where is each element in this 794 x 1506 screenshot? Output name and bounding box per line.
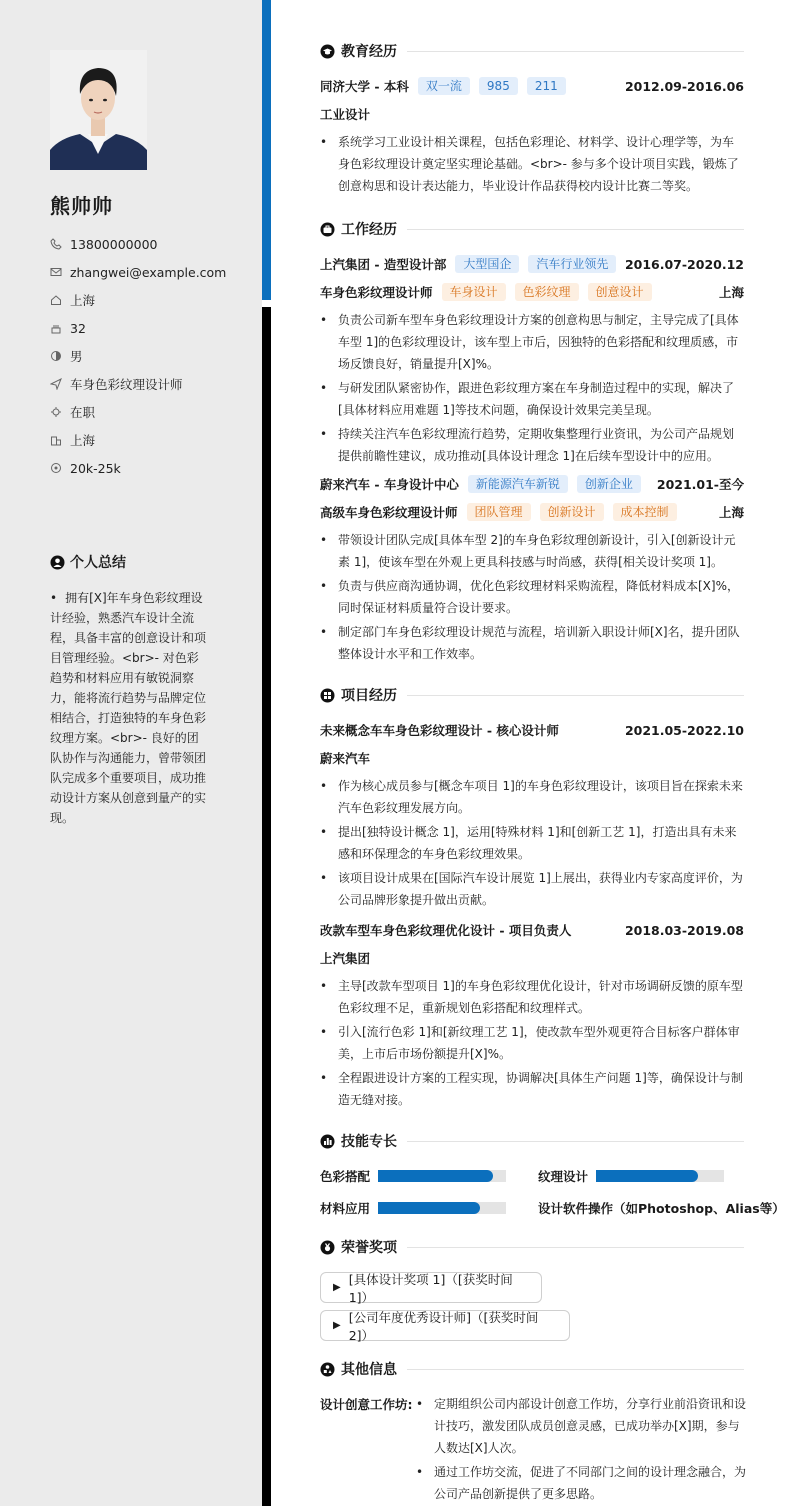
skill-bar-fill: [378, 1202, 480, 1214]
skill-name: 色彩搭配: [320, 1169, 371, 1184]
education-tag: 双一流: [418, 77, 470, 95]
section-rule: [407, 1247, 744, 1248]
status-icon: [50, 406, 62, 418]
job-2-company-tag: 创新企业: [577, 475, 641, 493]
skill-bar-fill: [596, 1170, 698, 1182]
triangle-right-icon: ▶: [333, 1320, 341, 1331]
summary-text: • 拥有[X]年车身色彩纹理设计经验，熟悉汽车设计全流程，具备丰富的创意设计和项目管理经验。<br>- 对色彩趋势和材料应用有敏锐洞察力，能将流行趋势与品牌定位相结合，打造独特的车身色彩纹理方案。<br>- 良好的团队协作与沟通能力，曾带领团队完成多个重要项目，成功推动设计方案从创意到量产的实现。: [50, 591, 207, 825]
section-rule: [407, 1369, 744, 1370]
other-label: 设计创意工作坊:: [320, 1397, 413, 1412]
education-tag: 985: [479, 77, 518, 95]
list-item: • 系统学习工业设计相关课程，包括色彩理论、材料学、设计心理学等，为车身色彩纹理设计奠定坚实理论基础。<br>- 参与多个设计项目实践，锻炼了创意构思和设计表达能力，毕业设计作品获得校内设计比赛二等奖。: [320, 131, 744, 197]
project-2-org: 上汽集团: [320, 951, 371, 966]
list-item: • 引入[流行色彩 1]和[新纹理工艺 1]，使改款车型外观更符合目标客户群体审美，上市后市场份额提升[X]%。: [320, 1021, 744, 1065]
divider-bar: [262, 307, 271, 1506]
skill-bar-track: [378, 1170, 506, 1182]
job-2-city: 上海: [718, 505, 744, 520]
info-phone: [50, 230, 226, 258]
list-item: • 通过工作坊交流，促进了不同部门之间的设计理念融合，为公司产品创新提供了更多思路。: [416, 1461, 746, 1505]
job-2-role: 高级车身色彩纹理设计师: [320, 505, 458, 520]
section-rule: [407, 51, 744, 52]
list-item: • 与研发团队紧密协作，跟进色彩纹理方案在车身制造过程中的实现，解决了[具体材料应用难题 1]等技术问题，确保设计效果完美呈现。: [320, 377, 744, 421]
project-1-org: 蔚来汽车: [320, 751, 371, 766]
job-2-role-tag: 团队管理: [467, 503, 531, 521]
project-2-org-row: [320, 949, 744, 967]
project-1-org-row: [320, 749, 744, 767]
job-1-role-tag: 创意设计: [588, 283, 652, 301]
award-item[interactable]: [320, 1272, 542, 1303]
info-status-text: 在职: [70, 405, 96, 420]
info-phone-text: 13800000000: [70, 236, 158, 252]
skill-item: [320, 1199, 506, 1217]
accent-bar: [262, 0, 271, 300]
education-title: 教育经历: [341, 44, 397, 60]
skill-name: 设计软件操作（如Photoshop、Alias等）: [538, 1201, 785, 1216]
info-home: [50, 286, 226, 314]
list-item: • 作为核心成员参与[概念车项目 1]的车身色彩纹理设计，该项目旨在探索未来汽车色彩纹理发展方向。: [320, 775, 744, 819]
job-1-company: 上汽集团 - 造型设计部: [320, 257, 447, 272]
project-1-bullets: [320, 775, 744, 911]
award-text: [公司年度优秀设计师]（[获奖时间 2]）: [348, 1309, 539, 1343]
list-item: • 该项目设计成果在[国际汽车设计展览 1]上展出，获得业内专家高度评价，为公司品牌形象提升做出贡献。: [320, 867, 744, 911]
list-item: • 提出[独特设计概念 1]，运用[特殊材料 1]和[创新工艺 1]，打造出具有未来感和环保理念的车身色彩纹理效果。: [320, 821, 744, 865]
project-2-row: [320, 921, 744, 939]
award-text: [具体设计奖项 1]（[获奖时间 1]）: [348, 1271, 513, 1305]
job-1-bullets: [320, 309, 744, 467]
job-1-company-tag: 大型国企: [455, 255, 519, 273]
summary-title: 个人总结: [70, 555, 126, 571]
education-row: [320, 77, 744, 95]
job-2-role-tag: 创新设计: [540, 503, 604, 521]
contact-info-list: [50, 230, 226, 482]
job-1-role: 车身色彩纹理设计师: [320, 285, 433, 300]
projects-heading: [320, 685, 744, 705]
section-rule: [407, 695, 744, 696]
portrait-image: [50, 50, 147, 170]
list-item: • 制定部门车身色彩纹理设计规范与流程，培训新入职设计师[X]名，提升团队整体设计水平和工作效率。: [320, 621, 744, 665]
job-1-role-row: [320, 283, 744, 301]
info-home-text: 上海: [70, 293, 96, 308]
info-age-text: 32: [70, 320, 86, 336]
job-1-date: 2016.07-2020.12: [624, 256, 744, 272]
info-age: [50, 314, 226, 342]
job-1-role-tag: 色彩纹理: [515, 283, 579, 301]
shapes-icon: [320, 1362, 335, 1377]
job-2-role-row: [320, 503, 744, 521]
city-icon: [50, 434, 62, 446]
education-date: 2012.09-2016.06: [624, 78, 744, 94]
salary-icon: [50, 462, 62, 474]
skill-bar-track: [596, 1170, 724, 1182]
work-heading: [320, 219, 744, 239]
phone-icon: [50, 238, 62, 250]
home-icon: [50, 294, 62, 306]
skill-item: [320, 1167, 506, 1185]
project-1-date: 2021.05-2022.10: [624, 722, 744, 738]
education-bullets: [320, 131, 744, 197]
job-2-role-tag: 成本控制: [613, 503, 677, 521]
awards-heading: [320, 1237, 744, 1257]
skill-bar-fill: [378, 1170, 493, 1182]
bar-chart-icon: [320, 1134, 335, 1149]
skill-item: [538, 1199, 785, 1217]
graduation-cap-icon: [320, 44, 335, 59]
skills-heading: [320, 1131, 744, 1151]
list-item: • 带领设计团队完成[具体车型 2]的车身色彩纹理创新设计，引入[创新设计元素 1]，使该车型在外观上更具科技感与时尚感，获得[相关设计奖项 1]。: [320, 529, 744, 573]
mail-icon: [50, 266, 62, 278]
list-item: • 负责与供应商沟通协调，优化色彩纹理材料采购流程，降低材料成本[X]%，同时保证材料质量符合设计要求。: [320, 575, 744, 619]
education-school: 同济大学 - 本科: [320, 79, 409, 94]
user-circle-icon: [50, 555, 65, 570]
grid-icon: [320, 688, 335, 703]
list-item: • 主导[改款车型项目 1]的车身色彩纹理优化设计，针对市场调研反馈的原车型色彩纹理不足，重新规划色彩搭配和纹理样式。: [320, 975, 744, 1019]
list-item: • 全程跟进设计方案的工程实现，协调解决[具体生产问题 1]等，确保设计与制造无缝对接。: [320, 1067, 744, 1111]
avatar: [50, 50, 147, 170]
summary-heading: [50, 552, 126, 572]
info-salary-text: 20k-25k: [70, 460, 121, 476]
summary-body: 拥有[X]年车身色彩纹理设计经验，熟悉汽车设计全流程，具备丰富的创意设计和项目管理经验。<br>- 对色彩趋势和材料应用有敏锐洞察力，能将流行趋势与品牌定位相结合，打造独特的车身色彩纹理方案。<br>- 良好的团队协作与沟通能力，曾带领团队完成多个重要项目，成功推动设计方案从创意到量产的实现。: [50, 591, 207, 825]
education-major: 工业设计: [320, 107, 371, 122]
list-item: • 定期组织公司内部设计创意工作坊，分享行业前沿资讯和设计技巧，激发团队成员创意灵感，已成功举办[X]期，参与人数达[X]人次。: [416, 1393, 746, 1459]
info-city-text: 上海: [70, 433, 96, 448]
skill-name: 材料应用: [320, 1201, 371, 1216]
info-email-text: zhangwei@example.com: [70, 264, 227, 280]
other-title: 其他信息: [341, 1362, 397, 1378]
skill-bar-track: [378, 1202, 506, 1214]
job-1-row: [320, 255, 744, 273]
work-title: 工作经历: [341, 222, 397, 238]
education-heading: [320, 41, 744, 61]
project-1-name: 未来概念车车身色彩纹理设计 - 核心设计师: [320, 723, 559, 738]
gender-icon: [50, 350, 62, 362]
job-icon: [50, 378, 62, 390]
project-2-bullets: [320, 975, 744, 1111]
list-item: • 持续关注汽车色彩纹理流行趋势，定期收集整理行业资讯，为公司产品规划提供前瞻性建议，成功推动[具体设计理念 1]在后续车型设计中的应用。: [320, 423, 744, 467]
section-rule: [407, 229, 744, 230]
list-item: • 负责公司新车型车身色彩纹理设计方案的创意构思与制定，主导完成了[具体车型 1]的色彩纹理设计，该车型上市后，因独特的色彩搭配和纹理质感，市场反馈良好，销量提升[X]%。: [320, 309, 744, 375]
job-2-company-tag: 新能源汽车新锐: [468, 475, 568, 493]
award-item[interactable]: [320, 1310, 570, 1341]
skill-item: [538, 1167, 724, 1185]
skill-name: 纹理设计: [538, 1169, 589, 1184]
education-major-row: [320, 105, 744, 123]
awards-title: 荣誉奖项: [341, 1240, 397, 1256]
age-icon: [50, 322, 62, 334]
job-1-company-tag: 汽车行业领先: [528, 255, 616, 273]
other-bullets: [416, 1393, 746, 1505]
info-gender: [50, 342, 226, 370]
briefcase-icon: [320, 222, 335, 237]
info-status: [50, 398, 226, 426]
info-salary: [50, 454, 226, 482]
other-heading: [320, 1359, 744, 1379]
project-2-date: 2018.03-2019.08: [624, 922, 744, 938]
education-tag: 211: [527, 77, 566, 95]
job-2-bullets: [320, 529, 744, 665]
info-city: [50, 426, 226, 454]
medal-icon: [320, 1240, 335, 1255]
info-job: [50, 370, 226, 398]
job-1-city: 上海: [718, 285, 744, 300]
job-2-date: 2021.01-至今: [656, 477, 744, 492]
info-email: [50, 258, 226, 286]
section-rule: [407, 1141, 744, 1142]
projects-title: 项目经历: [341, 688, 397, 704]
job-2-row: [320, 475, 744, 493]
job-1-role-tag: 车身设计: [442, 283, 506, 301]
info-gender-text: 男: [70, 349, 83, 364]
project-2-name: 改款车型车身色彩纹理优化设计 - 项目负责人: [320, 923, 572, 938]
skills-title: 技能专长: [341, 1134, 397, 1150]
project-1-row: [320, 721, 744, 739]
triangle-right-icon: ▶: [333, 1282, 341, 1293]
job-2-company: 蔚来汽车 - 车身设计中心: [320, 477, 459, 492]
info-job-text: 车身色彩纹理设计师: [70, 377, 183, 392]
profile-name: 熊帅帅: [50, 194, 113, 218]
